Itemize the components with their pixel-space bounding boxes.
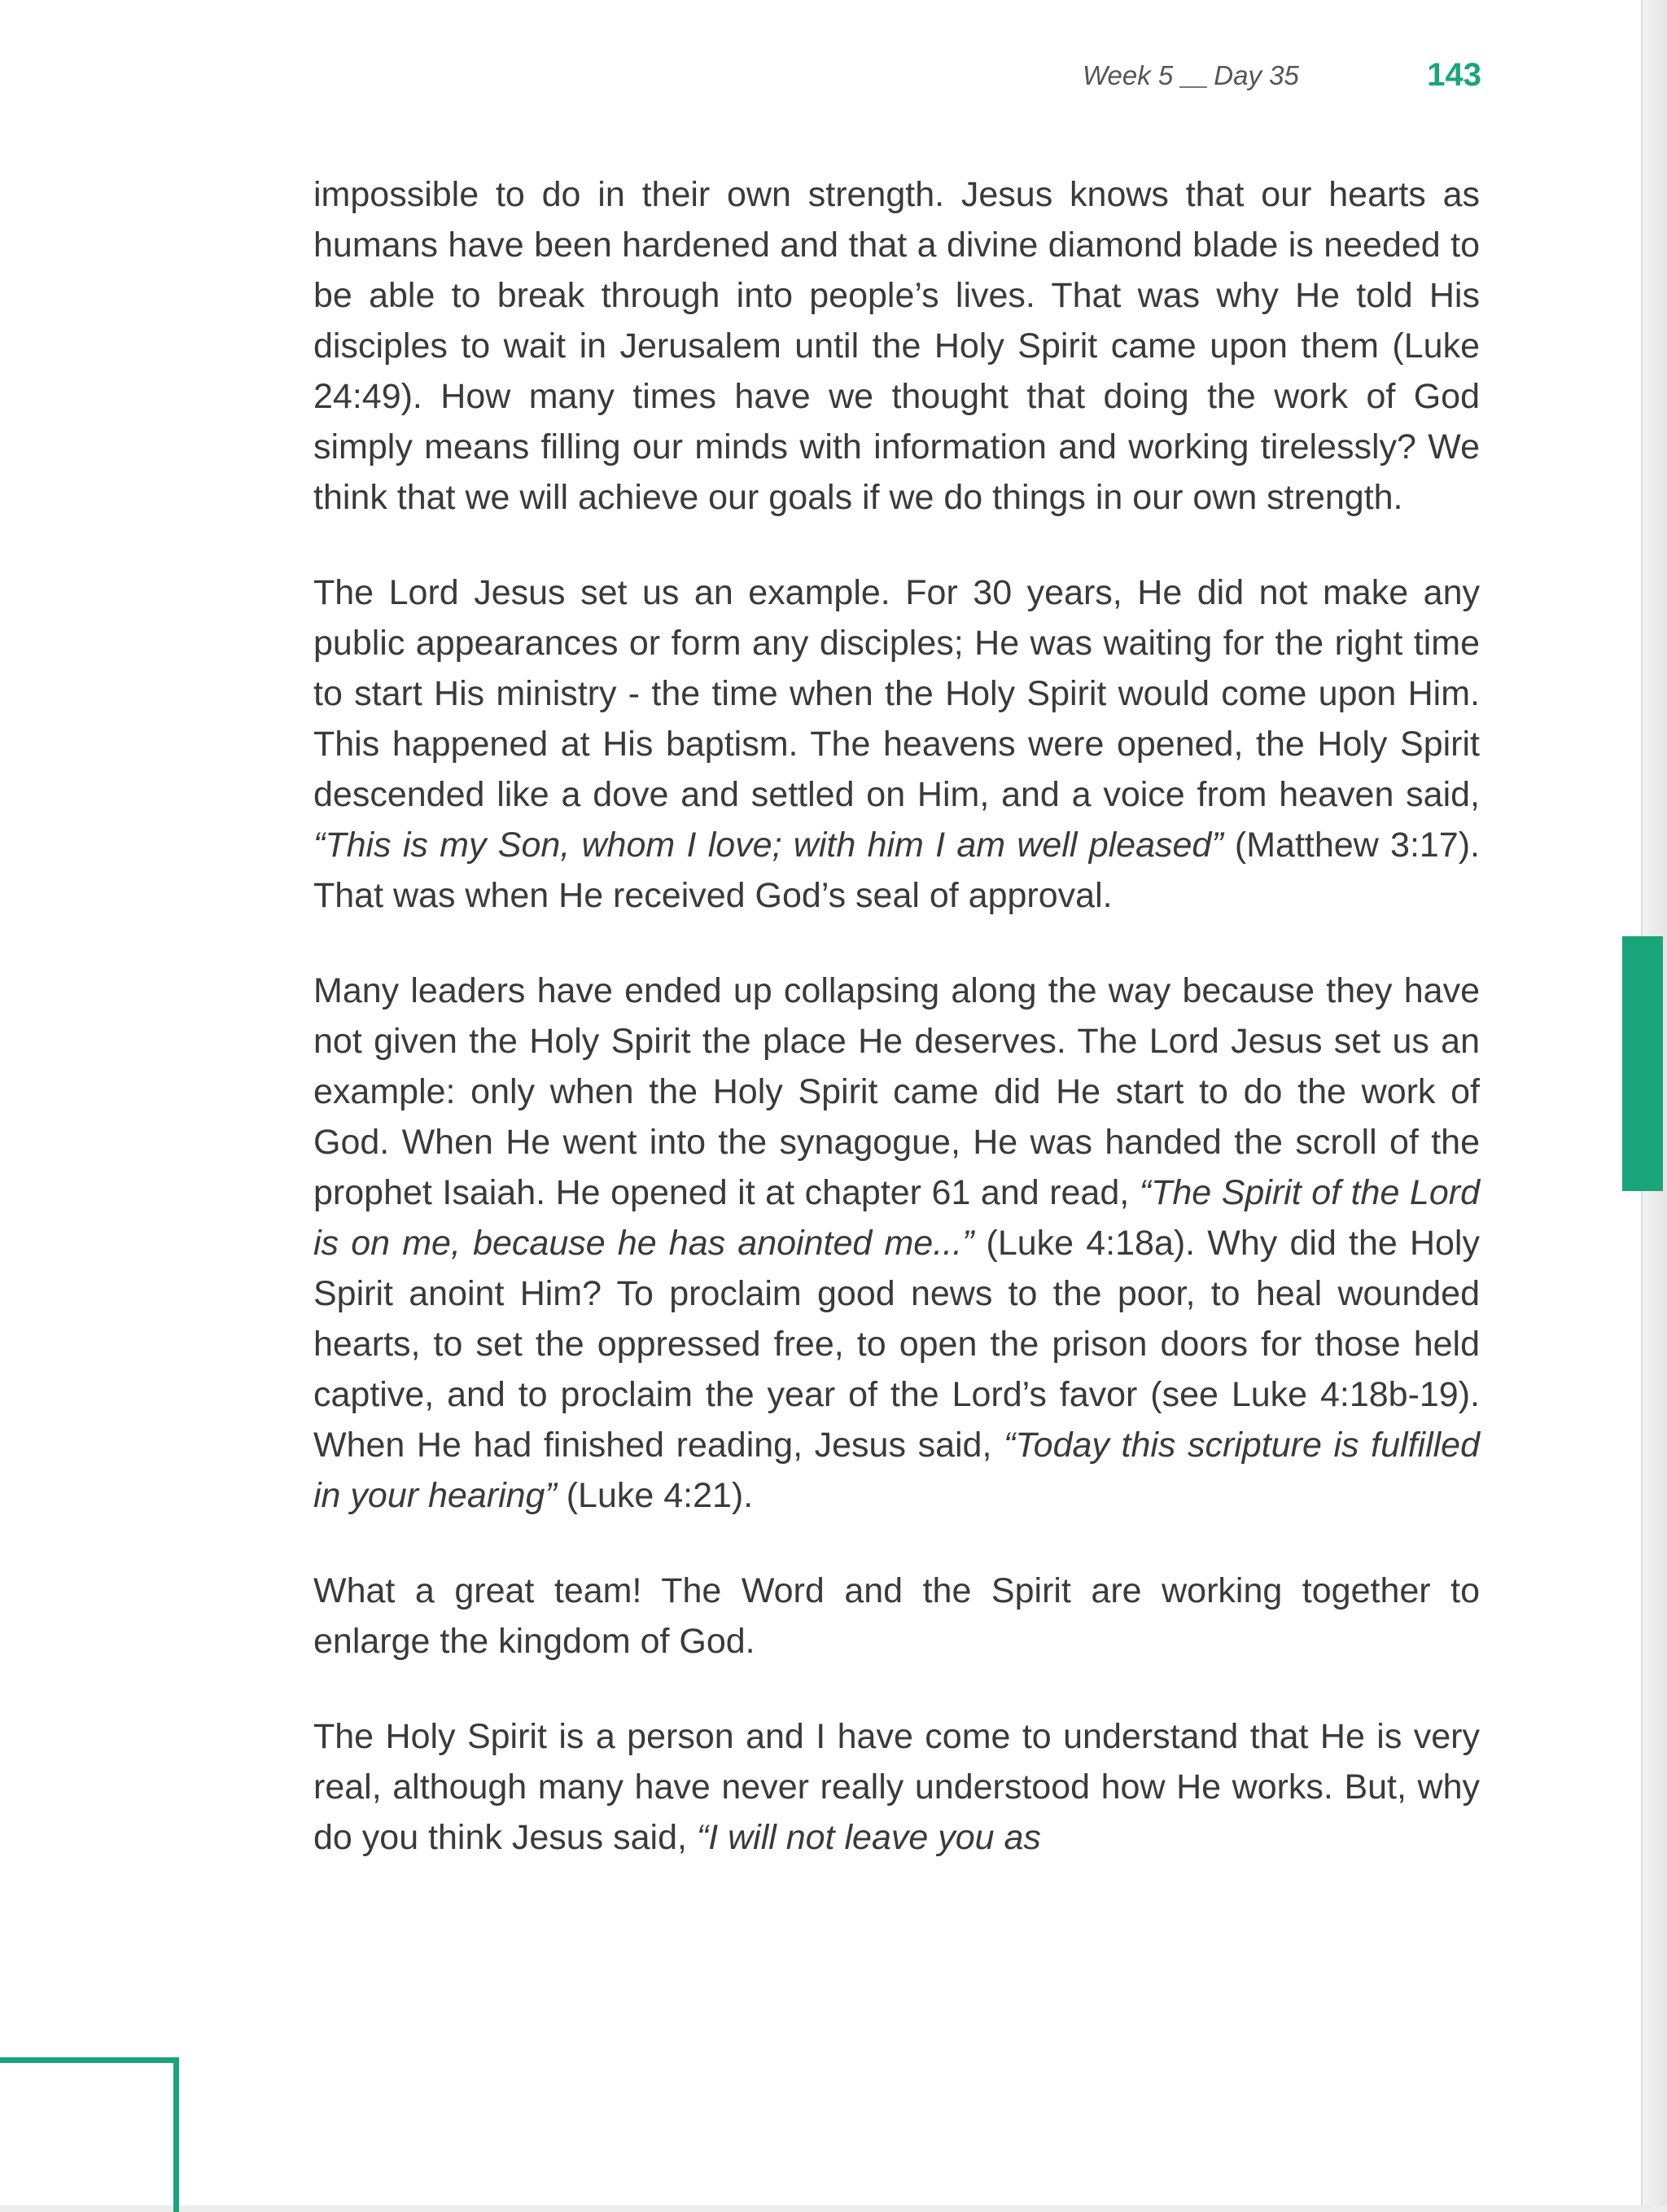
chapter-side-tab [1622, 936, 1663, 1191]
paragraph-text: (Luke 4:18a). Why did the Holy Spirit anoint Him? To proclaim good news to the poor, to heal wounded hearts, to set the oppressed free, to open the prison doors for those held captive, and to proclaim the year of the Lord’s favor (see Luke 4:18b-19). When He had finished reading, Jesus said, [313, 1224, 1480, 1465]
paragraph [313, 567, 1480, 921]
scripture-quote: “Today this scripture is fulfilled in your hearing” [313, 1426, 1480, 1515]
week-label: Week 5 [1083, 60, 1174, 90]
paragraph-text: The Lord Jesus set us an example. For 30 years, He did not make any public appearances or form any disciples; He was waiting for the right time to start His ministry - the time when the Holy Spirit would come upon Him. This happened at His baptism. The heavens were opened, the Holy Spirit descended like a dove and settled on Him, and a voice from heaven said, [313, 573, 1480, 814]
scripture-quote: “The Spirit of the Lord is on me, because he has anointed me...” [313, 1173, 1480, 1263]
body-text [313, 169, 1480, 1863]
paragraph [313, 966, 1480, 1521]
paragraph [313, 1711, 1480, 1863]
running-head [1083, 60, 1299, 91]
paragraph-text: (Matthew 3:17). That was when He received God’s seal of approval. [313, 826, 1480, 915]
day-label: Day 35 [1214, 60, 1299, 90]
paragraph-text: impossible to do in their own strength. Jesus knows that our hearts as humans have been hardened and that a divine diamond blade is needed to be able to break through into people’s lives. That was why He told His disciples to wait in Jerusalem until the Holy Spirit came upon them (Luke 24:49). How many times have we thought that doing the work of God simply means filling our minds with information and working tirelessly? We think that we will achieve our goals if we do things in our own strength. [313, 175, 1480, 517]
scripture-quote: “This is my Son, whom I love; with him I am well pleased” [313, 826, 1223, 865]
running-head-separator [1179, 86, 1207, 88]
paragraph-text: Many leaders have ended up collapsing along the way because they have not given the Holy Spirit the place He deserves. The Lord Jesus set us an example: only when the Holy Spirit came did He start to do the work of God. When He went into the synagogue, He was handed the scroll of the prophet Isaiah. He opened it at chapter 61 and read, [313, 971, 1480, 1212]
page-bottom-edge [0, 2205, 1667, 2212]
paragraph-text: What a great team! The Word and the Spirit are working together to enlarge the kingdom of God. [313, 1571, 1480, 1661]
page-header [1083, 57, 1481, 98]
paragraph-text: (Luke 4:21). [556, 1476, 754, 1515]
corner-frame [0, 2057, 179, 2212]
paragraph-text: The Holy Spirit is a person and I have come to understand that He is very real, although many have never really understood how He works. But, why do you think Jesus said, [313, 1717, 1480, 1857]
paragraph [313, 1566, 1480, 1667]
paragraph [313, 169, 1480, 523]
page-number: 143 [1427, 57, 1481, 93]
scripture-quote: “I will not leave you as [696, 1818, 1041, 1857]
